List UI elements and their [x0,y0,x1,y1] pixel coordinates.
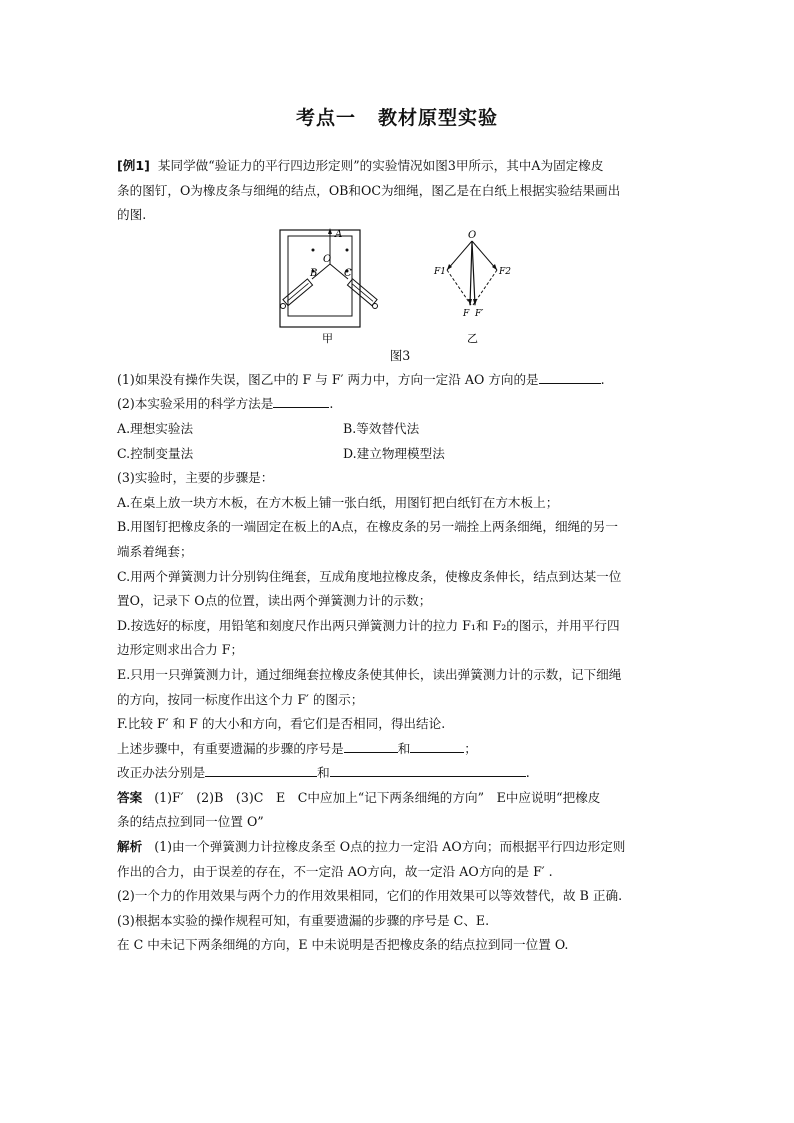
q3-step-line: E.只用一只弹簧测力计，通过细绳套拉橡皮条使其伸长，读出弹簧测力计的示数，记下细绳 [117,666,622,682]
answer-line-1 [117,786,683,811]
analysis-line-1 [117,835,683,860]
figure-3-svg [117,228,683,344]
figure-3 [117,228,683,344]
q3-blank-c [205,762,317,777]
q3-step-line: C.用两个弹簧测力计分别钩住绳套，互成角度地拉橡皮条，使橡皮条伸长，结点到达某一位 [117,568,622,584]
title-part2: 教材原型实验 [378,107,499,129]
q3-step-line: 置O，记录下 O点的位置，读出两个弹簧测力计的示数； [117,593,432,609]
q3-blank-d [330,762,526,777]
example-line-1 [117,154,683,179]
q3-blank-mid-2: 和 [317,765,330,781]
q2-option-b: B.等效替代法 [343,420,420,436]
q2-options-row-2 [117,442,683,467]
q3-step-line: B.用图钉把橡皮条的一端固定在板上的A点，在橡皮条的另一端拴上两条细绳，细绳的另一 [117,519,618,535]
label-O-jia: O [323,253,332,265]
q3-step-line: 端系着绳套； [117,543,193,559]
q3-step-line: 的方向，按同一标度作出这个力 F′ 的图示； [117,691,364,707]
q1-text: (1)如果没有操作失误，图乙中的 F 与 F′ 两力中，方向一定沿 AO 方向的是 [117,371,539,387]
q3-step-line: A.在桌上放一块方木板，在方木板上铺一张白纸，用图钉把白纸钉在方木板上； [117,494,559,510]
example-tag: [例1] [117,158,150,173]
answer-label: 答案 [117,789,143,805]
analysis-line: (2)一个力的作用效果与两个力的作用效果相同，它们的作用效果可以等效替代，故 B 正确. [117,888,623,904]
q3-blank-mid-1: 和 [397,740,411,756]
figure-jia [280,228,378,344]
label-F2: F2 [499,266,511,277]
q3-blank-end-2: . [525,765,530,781]
q2-end: . [329,396,334,412]
label-Fprime: F′ [475,308,484,319]
figure-caption: 图3 [389,347,411,363]
example-text-1: 某同学做“验证力的平行四边形定则”的实验情况如图3甲所示，其中A为固定橡皮 [157,158,604,173]
q3-intro: (3)实验时，主要的步骤是： [117,470,274,486]
example-line-2: 条的图钉，O为橡皮条与细绳的结点，OB和OC为细绳，图乙是在白纸上根据实验结果画出 [117,182,621,198]
analysis-label: 解析 [117,839,143,855]
q3-blank-end-1: ； [464,740,477,756]
q1-end: . [600,371,605,387]
q3-step-line: 边形定则求出合力 F； [117,642,244,658]
label-C: C [344,267,352,279]
q2-line [117,392,683,417]
q2-option-d: D.建立物理模型法 [343,445,445,461]
analysis-line: 在 C 中未记下两条细绳的方向，E 中未说明是否把橡皮条的结点拉到同一位置 O. [117,937,569,953]
analysis-text-1: (1)由一个弹簧测力计拉橡皮条至 O点的拉力一定沿 AO方向；而根据平行四边形定则 [154,839,626,855]
q3-blank-a [344,738,398,753]
q3-step-line: D.按选好的标度，用铅笔和刻度尺作出两只弹簧测力计的拉力 F₁和 F₂的图示，并用平行四 [117,617,620,633]
label-O-yi: O [468,229,477,241]
content [117,154,683,958]
analysis-line: (3)根据本实验的操作规程可知，有重要遗漏的步骤的序号是 C、E. [117,912,490,928]
q2-option-c: C.控制变量法 [117,445,194,461]
q2-blank [273,393,329,408]
q3-step-line: F.比较 F′ 和 F 的大小和方向，看它们是否相同，得出结论. [117,716,446,732]
q3-blank-line-2 [117,761,683,786]
q3-blank-b [410,738,464,753]
q3-blank-line-1 [117,737,683,762]
q1-line [117,368,683,393]
q3-blank-prefix-2: 改正办法分别是 [117,765,206,781]
label-yi: 乙 [467,331,478,344]
q3-blank-prefix-1: 上述步骤中，有重要遗漏的步骤的序号是 [117,740,344,756]
analysis-line: 作出的合力，由于误差的存在，不一定沿 AO方向，故一定沿 AO方向的是 F′ . [117,863,553,879]
section-title [0,103,794,130]
answer-text-1: (1)F′ (2)B (3)C E C中应加上“记下两条细绳的方向” E中应说明“把橡皮 [154,789,601,805]
example-line-3: 的图. [117,207,147,223]
label-F1: F1 [434,266,446,277]
figure-yi [433,230,511,344]
label-jia: 甲 [322,331,333,344]
title-part1: 考点一 [295,107,356,129]
q2-options-row-1 [117,417,683,442]
label-A: A [335,228,343,240]
q2-option-a: A.理想实验法 [117,420,194,436]
label-B: B [310,267,318,279]
answer-line-2: 条的结点拉到同一位置 O” [117,814,264,830]
q1-blank [539,369,601,384]
q2-text: (2)本实验采用的科学方法是 [117,396,274,412]
label-F: F [463,308,470,319]
